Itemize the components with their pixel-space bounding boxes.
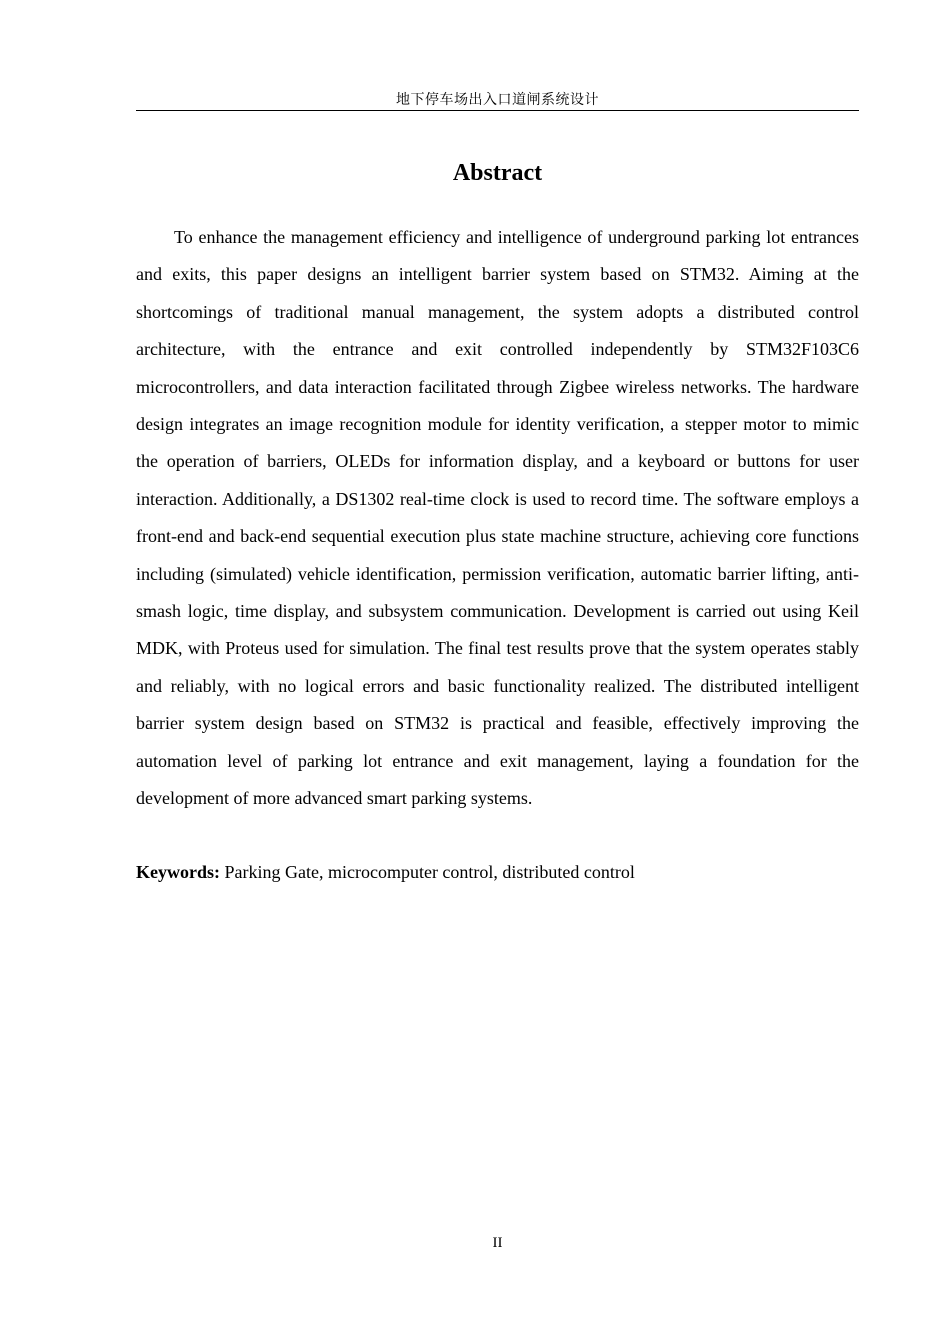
keywords-text: Parking Gate, microcomputer control, distributed control	[220, 862, 635, 882]
keywords-label: Keywords:	[136, 862, 220, 882]
abstract-body: To enhance the management efficiency and intelligence of underground parking lot entrances and exits, this paper designs an intelligent barrier system based on STM32. Aiming at the shortcomings of traditional manual management, the system adopts a distributed control architecture, with the entrance and exit controlled independently by STM32F103C6 microcontrollers, and data interaction facilitated through Zigbee wireless networks. The hardware design integrates an image recognition module for identity verification, a stepper motor to mimic the operation of barriers, OLEDs for information display, and a keyboard or buttons for user interaction. Additionally, a DS1302 real-time clock is used to record time. The software employs a front-end and back-end sequential execution plus state machine structure, achieving core functions including (simulated) vehicle identification, permission verification, automatic barrier lifting, anti-smash logic, time display, and subsystem communication. Development is carried out using Keil MDK, with Proteus used for simulation. The final test results prove that the system operates stably and reliably, with no logical errors and basic functionality realized. The distributed intelligent barrier system design based on STM32 is practical and feasible, effectively improving the automation level of parking lot entrance and exit management, laying a foundation for the development of more advanced smart parking systems.	[136, 227, 859, 809]
keywords-line	[136, 857, 859, 887]
running-header: 地下停车场出入口道闸系统设计	[396, 92, 599, 108]
header-divider	[136, 110, 859, 111]
abstract-title: Abstract	[452, 160, 543, 186]
page-number: II	[492, 1235, 503, 1251]
